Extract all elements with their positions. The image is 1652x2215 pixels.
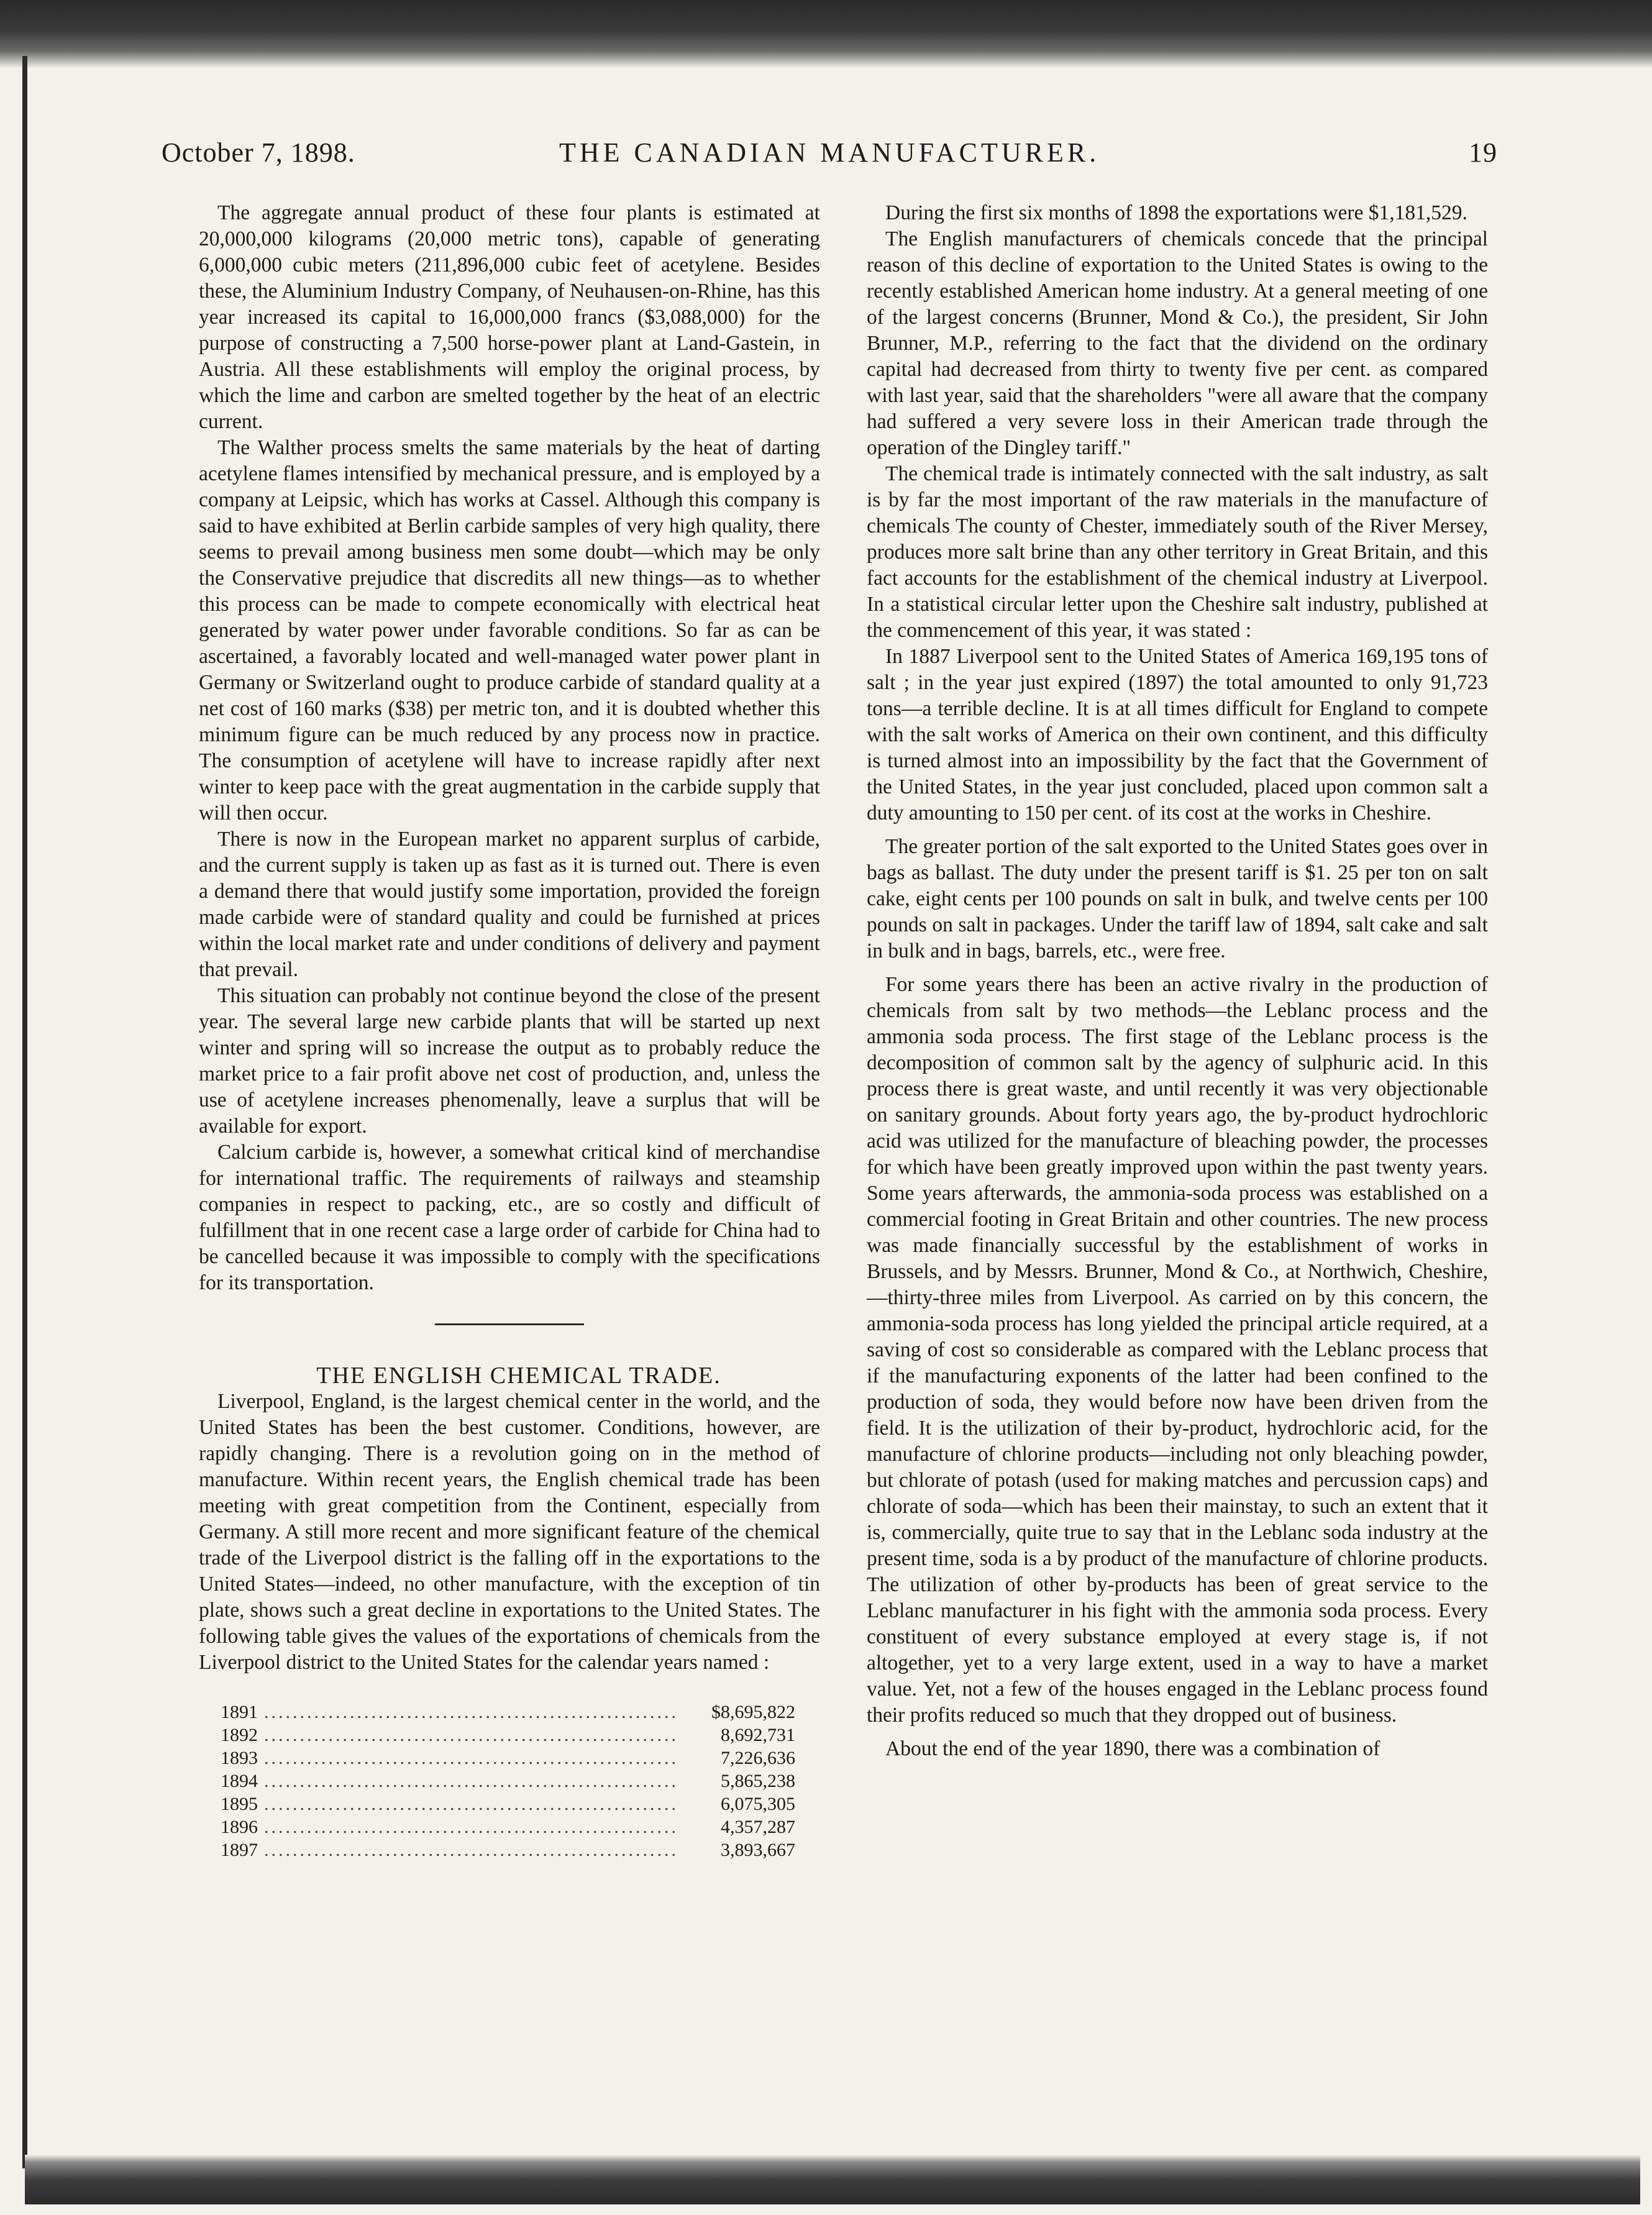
publication-title: THE CANADIAN MANUFACTURER. — [559, 137, 1100, 168]
table-row — [199, 1815, 820, 1838]
section-divider — [435, 1323, 584, 1325]
article-paragraph: About the end of the year 1890, there was a combination of — [885, 1737, 1380, 1760]
leader-dots — [264, 1770, 677, 1793]
table-year: 1893 — [221, 1748, 258, 1768]
table-row — [199, 1838, 820, 1861]
leader-dots — [264, 1724, 677, 1747]
scan-border-top — [0, 0, 1652, 68]
table-year: 1897 — [221, 1840, 258, 1860]
table-year: 1896 — [221, 1817, 258, 1837]
scan-border-bottom — [25, 2155, 1640, 2204]
export-table — [199, 1701, 820, 1861]
table-value: 6,075,305 — [721, 1794, 795, 1814]
issue-date: October 7, 1898. — [162, 137, 355, 168]
article-paragraph: The English manufacturers of chemicals concede that the principal reason of this decline of exportation to the United States is owing to the recently established American home industry. At a general meeting of one of the largest concerns (Brunner, Mond & Co.), the president, Sir John Brunner, M.P., referring to the fact that the dividend on the ordinary capital had decreased from thirty to twenty five per cent. as compared with last year, said that the shareholders "were all aware that the company had suffered a very severe loss in their American trade through the operation of the Dingley tariff." — [867, 227, 1488, 459]
table-row — [199, 1770, 820, 1793]
leader-dots — [264, 1815, 677, 1838]
article-paragraph: This situation can probably not continue beyond the close of the present year. The several large new carbide plants that will be started up next winter and spring will so increase the output as to probably reduce the market price to a fair profit above net cost of production, and, unless the use of acetylene increases phenomenally, leave a surplus that will be available for export. — [199, 984, 820, 1138]
leader-dots — [264, 1793, 677, 1815]
section-title: THE ENGLISH CHEMICAL TRADE. — [316, 1363, 721, 1389]
table-year: 1892 — [221, 1725, 258, 1745]
left-column — [199, 200, 820, 1861]
table-year: 1891 — [221, 1702, 258, 1722]
article-paragraph: The aggregate annual product of these four plants is estimated at 20,000,000 kilograms (20,000 metric tons), capable of generating 6,000,000 cubic meters (211,896,000 cubic feet of acetylene. Besides these, the Aluminium Industry Company, of Neuhausen-on-Rhine, has this year increased its capital to 16,000,000 francs ($3,088,000) for the purpose of constructing a 7,500 horse-power plant at Land-Gastein, in Austria. All these establishments will employ the original process, by which the lime and carbon are smelted together by the heat of an electric current. — [199, 201, 820, 433]
article-paragraph: For some years there has been an active rivalry in the production of chemicals from salt by two methods—the Leblanc process and the ammonia soda process. The first stage of the Leblanc process is the decomposition of common salt by the agency of sulphuric acid. In this process there is great waste, and until recently it was very objectionable on sanitary grounds. About forty years ago, the by-product hydrochloric acid was utilized for the manufacture of bleaching powder, the processes for which have been greatly improved upon within the past twenty years. Some years afterwards, the ammonia-soda process was established on a commercial footing in Great Britain and other countries. The new process was made financially successful by the establishment of works in Brussels, and by Messrs. Brunner, Mond & Co., at Northwich, Cheshire,—thirty-three miles from Liverpool. As carried on by this concern, the ammonia-soda process has long yielded the principal article required, at a saving of cost so considerable as compared with the Leblanc process that if the manufacturing exponents of the latter had been confined to the production of soda, they would before now have been driven from the field. It is the utilization of their by-product, hydrochloric acid, for the manufacture of chlorine products—including not only bleaching powder, but chlorate of potash (used for making matches and percussion caps) and chlorate of soda—which has been their mainstay, to such an extent that it is, commercially, quite true to say that in the Leblanc soda industry at the present time, soda is a by product of the manufacture of chlorine products. The utilization of other by-products has been of great service to the Leblanc manufacturer in his fight with the ammonia soda process. Every constituent of every substance employed at every stage is, if not altogether, yet to a very large extent, used in a way to have a market value. Yet, not a few of the houses engaged in the Leblanc process found their profits reduced so much that they dropped out of business. — [867, 973, 1488, 1727]
article-paragraph: There is now in the European market no apparent surplus of carbide, and the current supply is taken up as fast as it is turned out. There is even a demand there that would justify some importation, provided the foreign made carbide were of standard quality and could be furnished at prices within the local market rate and under conditions of delivery and payment that prevail. — [199, 828, 820, 981]
article-paragraph: In 1887 Liverpool sent to the United States of America 169,195 tons of salt ; in the year just expired (1897) the total amounted to only 91,723 tons—a terrible decline. It is at all times difficult for England to compete with the salt works of America on their own continent, and this difficulty is turned almost into an impossibility by the fact that the Government of the United States, in the year just concluded, placed upon common salt a duty amounting to 150 per cent. of its cost at the works in Cheshire. — [867, 645, 1488, 824]
table-value: 3,893,667 — [721, 1840, 795, 1860]
page-number: 19 — [1469, 137, 1497, 168]
table-value: 5,865,238 — [721, 1771, 795, 1791]
article-paragraph: Liverpool, England, is the largest chemical center in the world, and the United States has been the best customer. Conditions, however, are rapidly changing. There is a revolution going on in the method of manufacture. Within recent years, the English chemical trade has been meeting with great competition from the Continent, especially from Germany. A still more recent and more significant feature of the chemical trade of the Liverpool district is the falling off in the exportations to the United States—indeed, no other manufacture, with the exception of tin plate, shows such a great decline in exportations to the United States. The following table gives the values of the exportations of chemicals from the Liverpool district to the United States for the calendar years named : — [199, 1390, 820, 1674]
article-paragraph: The greater portion of the salt exported to the United States goes over in bags as ballast. The duty under the present tariff is $1. 25 per ton on salt cake, eight cents per 100 pounds on salt in bulk, and twelve cents per 100 pounds on salt in packages. Under the tariff law of 1894, salt cake and salt in bulk and in bags, barrels, etc., were free. — [867, 835, 1488, 962]
article-paragraph: Calcium carbide is, however, a somewhat critical kind of merchandise for international traffic. The requirements of railways and steamship companies in respect to packing, etc., are so costly and difficult of fulfillment that in one recent case a large order of carbide for China had to be cancelled because it was impossible to comply with the specifications for its transportation. — [199, 1141, 820, 1294]
scan-border-left — [22, 56, 27, 2168]
table-row — [199, 1747, 820, 1770]
table-year: 1894 — [221, 1771, 258, 1791]
table-value: 4,357,287 — [721, 1817, 795, 1837]
table-value: 7,226,636 — [721, 1748, 795, 1768]
leader-dots — [264, 1747, 677, 1770]
table-row — [199, 1793, 820, 1815]
article-paragraph: The chemical trade is intimately connected with the salt industry, as salt is by far the most important of the raw materials in the manufacture of chemicals The county of Chester, immediately south of the River Mersey, produces more salt brine than any other territory in Great Britain, and this fact accounts for the establishment of the chemical industry at Liverpool. In a statistical circular letter upon the Cheshire salt industry, published at the commencement of this year, it was stated : — [867, 462, 1488, 642]
right-column — [867, 200, 1488, 1762]
article-paragraph: The Walther process smelts the same materials by the heat of darting acetylene flames intensified by mechanical pressure, and is employed by a company at Leipsic, which has works at Cassel. Although this company is said to have exhibited at Berlin carbide samples of very high quality, there seems to prevail among business men some doubt—which may be only the Conservative prejudice that discredits all new things—as to whether this process can be made to compete economically with electrical heat generated by water power under favorable conditions. So far as can be ascertained, a favorably located and well-managed water power plant in Germany or Switzerland ought to produce carbide of standard quality at a net cost of 160 marks ($38) per metric ton, and it is doubted whether this minimum figure can be much reduced by any process now in practice. The consumption of acetylene will have to increase rapidly after next winter to keep pace with the great augmentation in the carbide supply that will then occur. — [199, 436, 820, 824]
leader-dots — [264, 1701, 677, 1724]
page-header — [162, 137, 1497, 180]
table-value: 8,692,731 — [721, 1725, 795, 1745]
table-value: $8,695,822 — [711, 1702, 795, 1722]
table-row — [199, 1701, 820, 1724]
article-paragraph: During the first six months of 1898 the exportations were $1,181,529. — [885, 201, 1467, 224]
table-year: 1895 — [221, 1794, 258, 1814]
leader-dots — [264, 1838, 677, 1861]
table-row — [199, 1724, 820, 1747]
